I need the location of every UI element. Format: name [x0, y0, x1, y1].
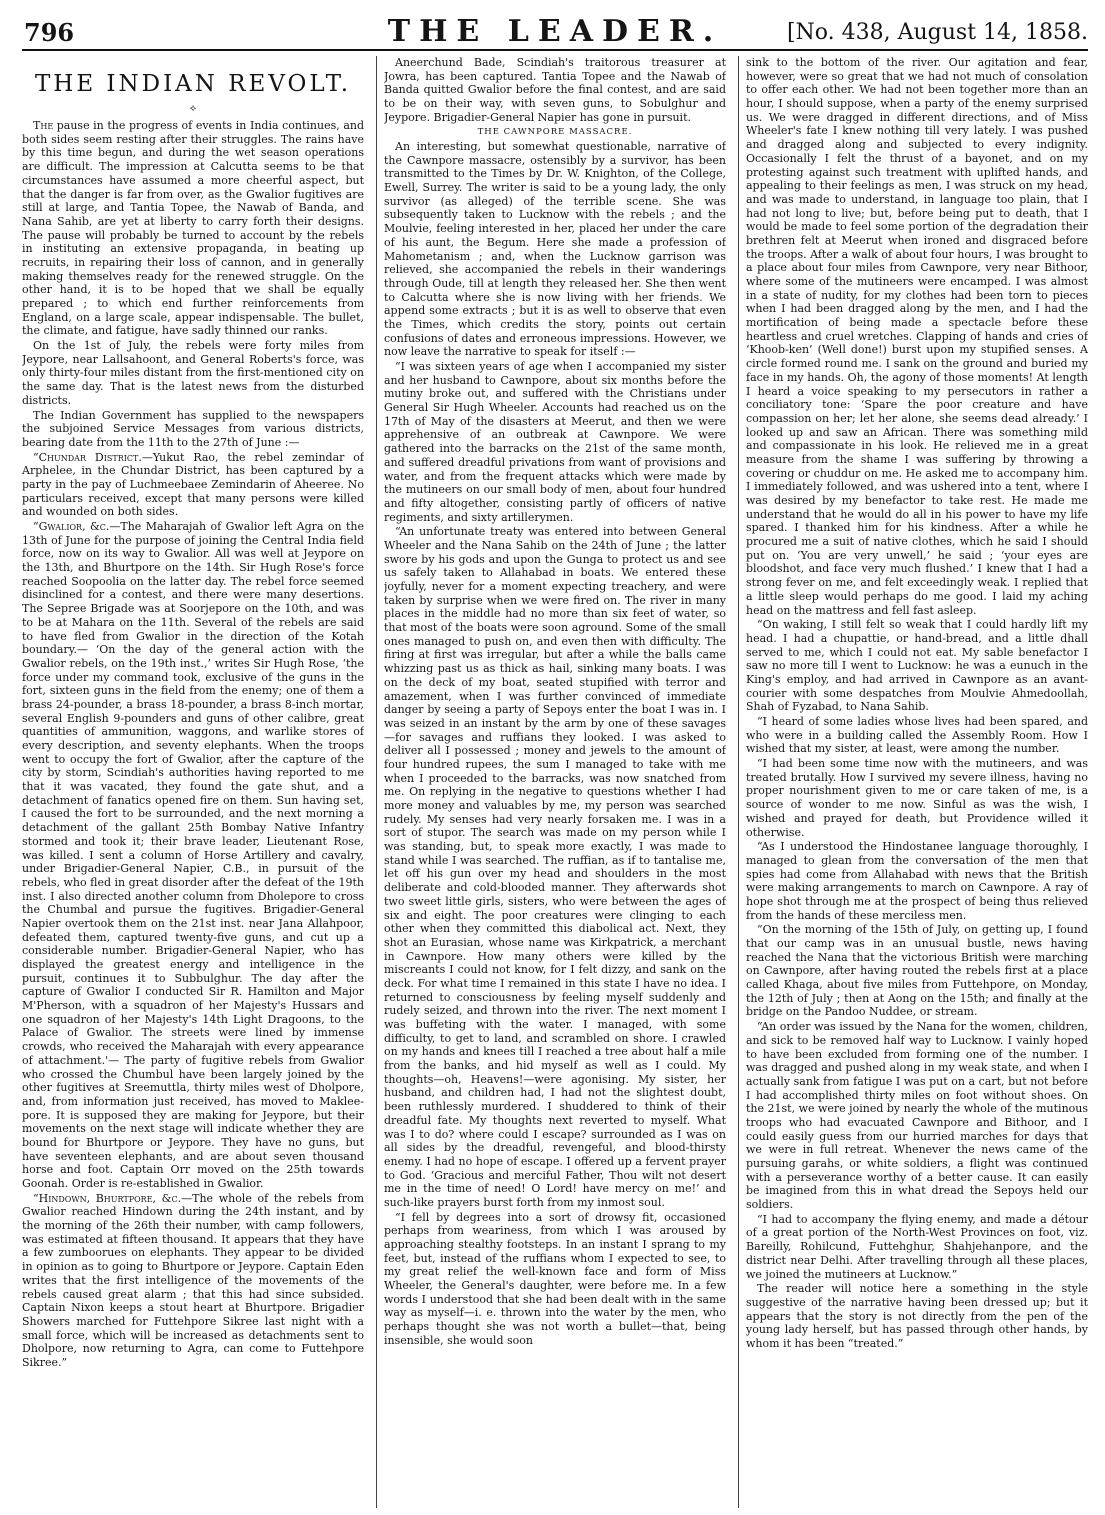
paragraph: “I fell by degrees into a sort of drowsy fit, occasioned perhaps from weariness, from which I was aroused by approaching stealthy footsteps. In an instant I sprang to my feet, but, instead of the ruffians whom I expected to see, to my great relief the well-known face and form of Miss Wheeler, the General's daughter, were before me. In a few words I understood that she had been dealt with in the same way as myself—i. e. thrown into the water by the men, who perhaps thought she was not worth a bullet—that, being insensible, she would soon	[384, 1210, 726, 1347]
section-heading: THE CAWNPORE MASSACRE.	[477, 127, 633, 138]
masthead-rule	[22, 49, 1088, 51]
paragraph: “On the morning of the 15th of July, on getting up, I found that our camp was in an unusual bustle, news having reached the Nana that the victorious British were marching on Cawnpore, after having routed the rebels first at a place called Khaga, about five miles from Futtehpore, on Monday, the 12th of July ; then at Aong on the 15th; and finally at the bridge on the Pandoo Nuddee, or stream.	[746, 923, 1088, 1019]
paragraph: The reader will notice here a something in the style suggestive of the narrative having been dressed up; but it appears that the story is not directly from the pen of the young lady herself, but has passed through other hands, by whom it has been “treated.”	[746, 1282, 1088, 1350]
paragraph: “I was sixteen years of age when I accompanied my sister and her husband to Cawnpore, about six months before the mutiny broke out, and suffered with the Christians under General Sir Hugh Wheeler. Accounts had reached us on the 17th of May of the disasters at Meerut, and then we were apprehensive of an outbreak at Cawnpore. We were gathered into the barracks on the 21st of the same month, and suffered dreadful privations from want of provisions and water, and from the frequent attacks which were made by the mutineers on our small body of men, about four hundred and fifty altogether, consisting partly of officers of native regiments, and sixty artillerymen.	[384, 360, 726, 524]
paragraph: Aneerchund Bade, Scindiah's traitorous treasurer at Jowra, has been captured. Tantia Topee and the Nawab of Banda quitted Gwalior before the final contest, and are said to be on their way, with seven guns, to Sobulghur and Jeypore. Brigadier-General Napier has gone in pursuit.	[384, 56, 726, 124]
column-3	[746, 56, 1088, 1508]
article-title: THE INDIAN REVOLT.	[34, 71, 352, 97]
paragraph: “As I understood the Hindostanee language thoroughly, I managed to glean from the conversation of the men that spies had come from Allahabad with news that the British were making arrangements to march on Cawnpore. A ray of hope shot through me at the prospect of being thus relieved from the hands of these merciless men.	[746, 840, 1088, 922]
paragraph: “On waking, I still felt so weak that I could hardly lift my head. I had a chupattie, or hand-bread, and a little dhall served to me, which I could not eat. My sable benefactor I saw no more till I went to Lucknow: he was a eunuch in the King's employ, and had arrived in Cawnpore as an avant-courier with some despatches from Moulvie Ahmedoollah, Shah of Fyzabad, to Nana Sahib.	[746, 618, 1088, 714]
newspaper-title: THE LEADER.	[387, 14, 723, 49]
title-ornament: ⟡	[189, 102, 197, 114]
dispatch-chundar: “Chundar District.—Yukut Rao, the rebel zemindar of Arphelee, in the Chundar District, has been captured by a party in the pay of Luchmeebaee Zemindarin of Aheeree. No particulars received, except that many persons were killed and wounded on both sides.	[22, 450, 364, 519]
issue-info: [No. 438, August 14, 1858.	[786, 20, 1088, 45]
column-1	[22, 56, 364, 1508]
paragraph: “An order was issued by the Nana for the women, children, and sick to be removed half way to Lucknow. I vainly hoped to have been excluded from forming one of the number. I was dragged and pushed along in my weak state, and when I actually sank from fatigue I was put on a cart, but not before I had accomplished thirty miles on foot without shoes. On the 21st, we were joined by nearly the whole of the mutinous troops who had evacuated Cawnpore and Bithoor, and I could easily guess from our hurried marches for days that we were in full retreat. Whenever the news came of the pursuing garahs, or white soldiers, a flight was continued with a perseverance worthy of a better cause. It can easily be imagined from this in what dread the Sepoys held our soldiers.	[746, 1020, 1088, 1212]
dispatch-gwalior: “Gwalior, &c.—The Maharajah of Gwalior left Agra on the 13th of June for the purpose of joining the Central India field force, now on its way to Gwalior. All was well at Jeypore on the 13th, and Bhurtpore on the 14th. Sir Hugh Rose's force reached Soopoolia on the latter day. The rebel force seemed disinclined for a contest, and there were many desertions. The Sepree Brigade was at Soorjepore on the 10th, and was to be at Mahara on the 11th. Several of the rebels are said to have fled from Gwalior in the direction of the Kotah boundary.— ‘On the day of the general action with the Gwalior rebels, on the 19th inst.,’ writes Sir Hugh Rose, ‘the force under my command took, exclusive of the guns in the fort, sixteen guns in the field from the enemy; one of them a brass 24-pounder, a brass 18-pounder, a brass 8-inch mortar, several English 9-pounders and guns of other calibre, great quantities of ammunition, waggons, and warlike stores of every description, and seventy elephants. When the troops went to occupy the fort of Gwalior, after the capture of the city by storm, Scindiah's authorities having reported to me that it was vacated, they found the gate shut, and a detachment of fanatics opened fire on them. Sun having set, I caused the fort to be surrounded, and the next morning a detachment of the gallant 25th Bombay Native Infantry stormed and took it; their brave leader, Lieutenant Rose, was killed. I sent a column of Horse Artillery and cavalry, under Brigadier-General Napier, C.B., in pursuit of the rebels, who fled in great disorder after the defeat of the 19th inst. I also directed another column from Dholepore to cross the Chumbal and pursue the fugitives. Brigadier-General Napier overtook them on the 21st inst. near Jana Allahpoor, defeated them, captured twenty-five guns, and cut up a considerable number. Brigadier-General Napier, who has displayed the greatest energy and intelligence in the pursuit, continues it to Subbulghur. The day after the capture of Gwalior I conducted Sir R. Hamilton and Major M'Pherson, with a squadron of her Majesty's Hussars and one squadron of her Majesty's 14th Light Dragoons, to the Palace of Gwalior. The streets were lined by immense crowds, who received the Maharajah with every appearance of attachment.'— The party of fugitive rebels from Gwalior who crossed the Chumbul have been largely joined by the other fugitives at Sreemuttla, thirty miles west of Dholpore, and, from information just received, has moved to Maklee-pore. It is supposed they are making for Jeypore, but their movements on the next stage will indicate whether they are bound for Bhurtpore or Jeypore. They have no guns, but have seventeen elephants, and are about seven thousand horse and foot. Captain Orr moved on the 25th towards Goonah. Order is re-established in Gwalior.	[22, 520, 364, 1190]
column-divider	[376, 56, 377, 1508]
paragraph: “An unfortunate treaty was entered into between General Wheeler and the Nana Sahib on the 24th of June ; the latter swore by his gods and upon the Gunga to protect us and see us safely taken to Allahabad in boats. We entered these joyfully, never for a moment expecting treachery, and were taken by surprise when we were fired on. The river in many places in the middle had no more than six feet of water, so that most of the boats were soon aground. Some of the small ones managed to push on, and even then with difficulty. The firing at first was irregular, but after a while the balls came whizzing past us as thick as hail, sinking many boats. I was on the deck of my boat, seated stupified with terror and amazement, when I was further convinced of immediate danger by seeing a party of Sepoys enter the boat I was in. I was seized in an instant by the arm by one of these savages—for savages and ruffians they looked. I was asked to deliver all I possessed ; money and jewels to the amount of four hundred rupees, the sum I managed to take with me when I proceeded to the barracks, was now snatched from me. On replying in the negative to questions whether I had more money and valuables by me, my person was searched rudely. My senses had very nearly forsaken me. I was in a sort of stupor. The search was made on my person while I was standing, but, to speak more exactly, I was made to stand while I was searched. The ruffian, as if to tantalise me, let off his gun over my head and shoulders in the most deliberate and cold-blooded manner. They afterwards shot two sweet little girls, sisters, who were between the ages of six and eight. The poor creatures were clinging to each other when they committed this diabolical act. Next, they shot an Eurasian, whose name was Kirkpatrick, a merchant in Cawnpore. How many others were killed by the miscreants I could not know, for I felt dizzy, and sank on the deck. For what time I remained in this state I have no idea. I returned to consciousness by feeling myself suddenly and rudely seized, and thrown into the river. The next moment I was buffeting with the water. I managed, with some difficulty, to get to land, and scrambled on shore. I crawled on my hands and knees till I reached a tree about half a mile from the banks, and hid myself as well as I could. My thoughts—oh, Heavens!—were agonising. My sister, her husband, and children had, I had not the slightest doubt, been ruthlessly murdered. I shuddered to think of their dreadful fate. My thoughts next reverted to myself. What was I to do? where could I escape? surrounded as I was on all sides by the dreadful, revengeful, and blood-thirsty enemy. I had no hope of escape. I offered up a fervent prayer to God. ‘Gracious and merciful Father, Thou wilt not desert me in the time of need! O Lord! have mercy on me!’ and such-like prayers burst forth from my inmost soul.	[384, 525, 726, 1209]
masthead	[22, 8, 1088, 48]
paragraph: “I heard of some ladies whose lives had been spared, and who were in a building called the Assembly Room. How I wished that my sister, at least, were among the number.	[746, 715, 1088, 756]
paragraph: “I had to accompany the flying enemy, and made a détour of a great portion of the North-West Provinces on foot, viz. Bareilly, Rohilcund, Futtehghur, Shahjehanpore, and the district near Delhi. After travelling through all these places, we joined the mutineers at Lucknow.”	[746, 1212, 1088, 1281]
paragraph: An interesting, but somewhat questionable, narrative of the Cawnpore massacre, ostensibly by a survivor, has been transmitted to the Times by Dr. W. Knighton, of the College, Ewell, Surrey. The writer is said to be a young lady, the only survivor (as alleged) of the terrible scene. She was subsequently taken to Lucknow with the rebels ; and the Moulvie, feeling interested in her, placed her under the care of his aunt, the Begum. Here she made a profession of Mahometanism ; and, when the Lucknow garrison was relieved, she accompanied the rebels in their wanderings through Oude, till at length they released her. She then went to Calcutta where she is now living with her friends. We append some extracts ; but it is as well to observe that even the Times, which credits the story, points out certain confusions of dates and erroneous impressions. However, we now leave the narrative to speak for itself :—	[384, 140, 726, 359]
page-number: 796	[24, 18, 75, 47]
paragraph: On the 1st of July, the rebels were forty miles from Jeypore, near Lallsahoont, and General Roberts's force, was only thirty-four miles distant from the first-mentioned city on the same day. That is the latest news from the disturbed districts.	[22, 339, 364, 407]
paragraph: The Indian Government has supplied to the newspapers the subjoined Service Messages from various districts, bearing date from the 11th to the 27th of June :—	[22, 408, 364, 449]
dispatch-hindown: “Hindown, Bhurtpore, &c.—The whole of the rebels from Gwalior reached Hindown during the 24th instant, and by the morning of the 26th their number, with camp followers, was estimated at fifteen thousand. It appears that they have a few zumboorues on elephants. They appear to be divided in opinion as to going to Bhurtpore or Jeypore. Captain Eden writes that the first intelligence of the movements of the rebels caused great alarm ; that this had since subsided. Captain Nixon keeps a stout heart at Bhurtpore. Brigadier Showers marched for Futtehpore Sikree last night with a small force, which will be increased as detachments sent to Dholpore, now returning to Agra, can come to Futtehpore Sikree.”	[22, 1191, 364, 1369]
paragraph: “I had been some time now with the mutineers, and was treated brutally. How I survived my severe illness, having no proper nourishment given to me or care taken of me, is a source of wonder to me now. Sinful as was the wish, I wished and prayed for death, but Providence willed it otherwise.	[746, 757, 1088, 839]
paragraph: sink to the bottom of the river. Our agitation and fear, however, were so great that we had not much of consolation to offer each other. We had not been together more than an hour, I should suppose, when a party of the enemy surprised us. We were dragged in different directions, and of Miss Wheeler's fate I knew nothing till very lately. I was pushed and dragged along and subjected to every indignity. Occasionally I felt the thrust of a bayonet, and on my protesting against such treatment with uplifted hands, and appealing to their feelings as men, I was struck on my head, and was made to understand, in language too plain, that I had not long to live; but, before being put to death, that I would be made to feel some portion of the degradation their brethren felt at Meerut when ironed and disgraced before the troops. After a walk of about four hours, I was brought to a place about four miles from Cawnpore, very near Bithoor, where some of the mutineers were encamped. I was almost in a state of nudity, for my clothes had been torn to pieces when I had been dragged along by the men, and I had the mortification of being made a spectacle before these heartless and cruel wretches. Clapping of hands and cries of ‘Khoob-ken’ (Well done!) burst upon my stupified senses. A circle formed round me. I sank on the ground and buried my face in my hands. Oh, the agony of those moments! At length I heard a voice speaking to my persecutors in rather a conciliatory tone: ‘Spare the poor creature and have compassion on her; let her alone, she seems dead already.’ I looked up and saw an African. There was something mild and compassionate in his look. He relieved me in a great measure from the shame I was suffering by throwing a covering or chuddur on me. He asked me to accompany him. I immediately followed, and was ushered into a tent, where I was desired by my benefactor to take rest. He made me understand that he would do all in his power to have my life spared. I thanked him for his kindness. After a while he procured me a suit of native clothes, which he said I should put on. ‘You are very unwell,’ he said ; ‘your eyes are bloodshot, and face very much flushed.’ I knew that I had a strong fever on me, and felt exceedingly weak. I replied that a little sleep would perhaps do me good. I laid my aching head on the mattress and fell fast asleep.	[746, 56, 1088, 617]
column-divider	[738, 56, 739, 1508]
paragraph: The pause in the progress of events in India continues, and both sides seem resting after their struggles. The rains have by this time begun, and during the wet season operations are difficult. The impression at Calcutta seems to be that circumstances have assumed a more cheerful aspect, but that the danger is far from over, as the Gwalior fugitives are still at large, and Tantia Topee, the Nawab of Banda, and Nana Sahib, are yet at liberty to carry forth their designs. The pause will probably be turned to account by the rebels in instituting an extensive propaganda, in beating up recruits, in repairing their loss of cannon, and in generally making themselves ready for the renewed struggle. On the other hand, it is to be hoped that we shall be equally prepared ; to which end further reinforcements from England, on a large scale, appear indispensable. The bullet, the climate, and fatigue, have sadly thinned our ranks.	[22, 119, 364, 338]
column-2	[384, 56, 726, 1508]
